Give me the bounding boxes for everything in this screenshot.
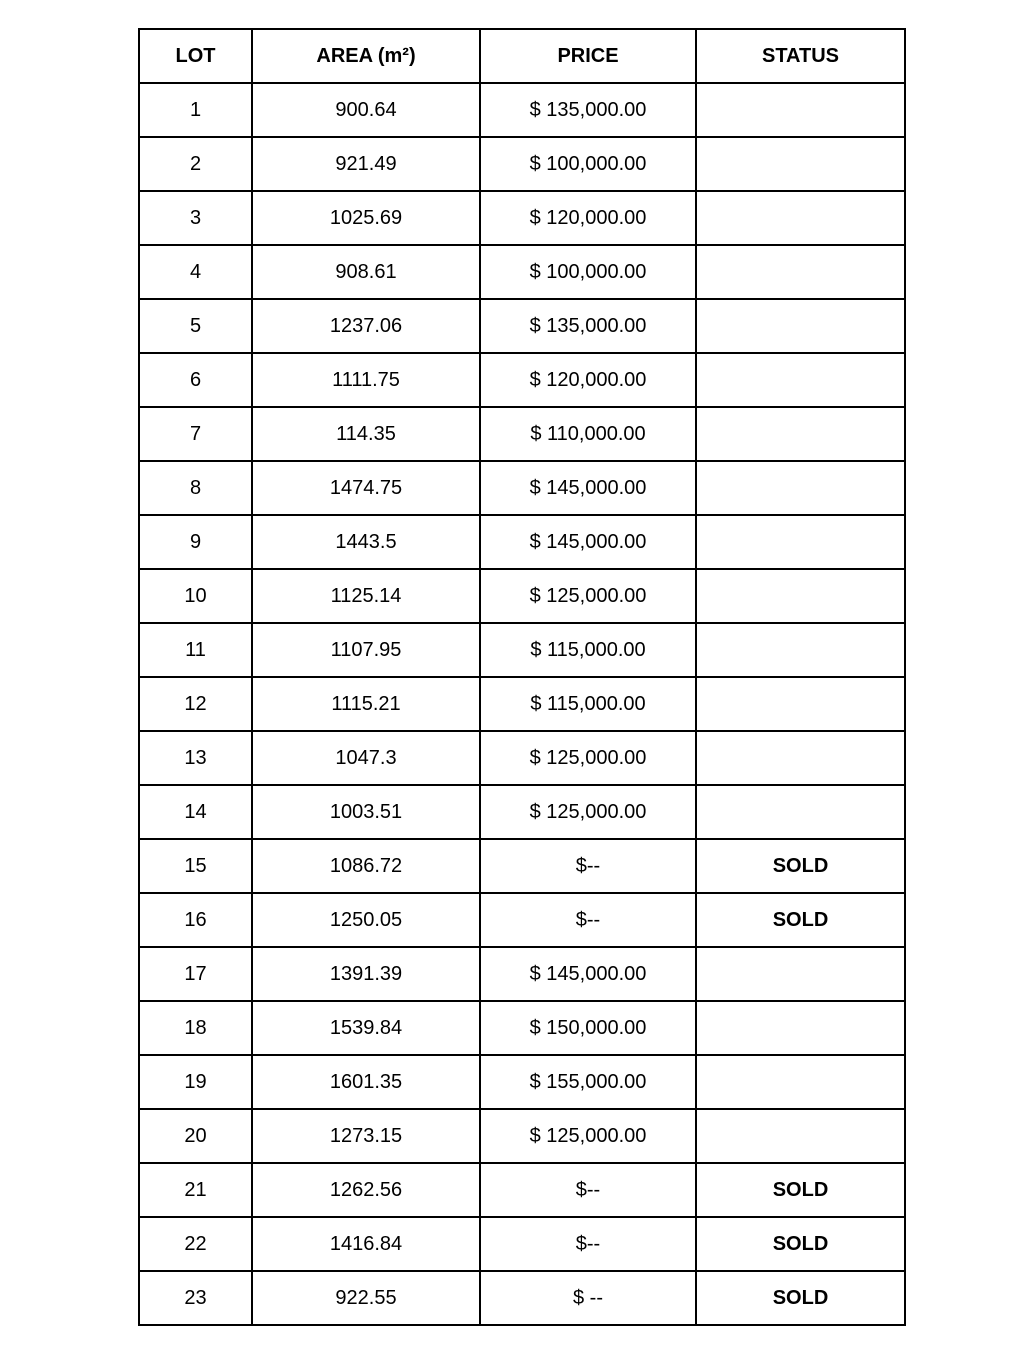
area-cell: 1107.95 xyxy=(252,623,480,677)
table-row xyxy=(139,191,905,245)
price-cell: $-- xyxy=(480,893,696,947)
lot-cell: 2 xyxy=(139,137,252,191)
lot-cell: 19 xyxy=(139,1055,252,1109)
lot-cell: 22 xyxy=(139,1217,252,1271)
status-cell xyxy=(696,191,905,245)
lot-cell: 14 xyxy=(139,785,252,839)
table-row xyxy=(139,515,905,569)
lot-cell: 13 xyxy=(139,731,252,785)
table-row xyxy=(139,785,905,839)
lot-cell: 15 xyxy=(139,839,252,893)
price-cell: $ -- xyxy=(480,1271,696,1325)
status-cell xyxy=(696,731,905,785)
price-cell: $ 125,000.00 xyxy=(480,569,696,623)
table-row xyxy=(139,1055,905,1109)
table-row xyxy=(139,731,905,785)
area-cell: 1003.51 xyxy=(252,785,480,839)
area-cell: 1086.72 xyxy=(252,839,480,893)
price-cell: $ 115,000.00 xyxy=(480,623,696,677)
area-cell: 1250.05 xyxy=(252,893,480,947)
status-cell: SOLD xyxy=(696,1271,905,1325)
status-cell xyxy=(696,245,905,299)
status-cell: SOLD xyxy=(696,1217,905,1271)
price-cell: $ 150,000.00 xyxy=(480,1001,696,1055)
area-cell: 114.35 xyxy=(252,407,480,461)
status-cell xyxy=(696,83,905,137)
area-cell: 1601.35 xyxy=(252,1055,480,1109)
area-cell: 1025.69 xyxy=(252,191,480,245)
price-cell: $ 135,000.00 xyxy=(480,83,696,137)
area-cell: 1539.84 xyxy=(252,1001,480,1055)
area-cell: 1111.75 xyxy=(252,353,480,407)
price-cell: $ 120,000.00 xyxy=(480,191,696,245)
table-row xyxy=(139,245,905,299)
lot-cell: 4 xyxy=(139,245,252,299)
table-row xyxy=(139,839,905,893)
price-cell: $ 100,000.00 xyxy=(480,245,696,299)
price-cell: $ 100,000.00 xyxy=(480,137,696,191)
lot-price-table xyxy=(138,28,906,1326)
area-cell: 1391.39 xyxy=(252,947,480,1001)
status-cell xyxy=(696,569,905,623)
price-cell: $ 115,000.00 xyxy=(480,677,696,731)
status-cell: SOLD xyxy=(696,1163,905,1217)
price-cell: $ 125,000.00 xyxy=(480,1109,696,1163)
price-cell: $ 145,000.00 xyxy=(480,461,696,515)
lot-cell: 8 xyxy=(139,461,252,515)
table-header-row xyxy=(139,29,905,83)
lot-cell: 12 xyxy=(139,677,252,731)
header-cell-area: AREA (m²) xyxy=(252,29,480,83)
status-cell xyxy=(696,461,905,515)
price-cell: $ 145,000.00 xyxy=(480,947,696,1001)
area-cell: 1443.5 xyxy=(252,515,480,569)
header-cell-price: PRICE xyxy=(480,29,696,83)
area-cell: 921.49 xyxy=(252,137,480,191)
table-row xyxy=(139,569,905,623)
price-cell: $ 110,000.00 xyxy=(480,407,696,461)
header-cell-status: STATUS xyxy=(696,29,905,83)
table-row xyxy=(139,677,905,731)
lot-cell: 10 xyxy=(139,569,252,623)
status-cell xyxy=(696,1109,905,1163)
status-cell: SOLD xyxy=(696,839,905,893)
status-cell xyxy=(696,299,905,353)
area-cell: 1273.15 xyxy=(252,1109,480,1163)
lot-cell: 16 xyxy=(139,893,252,947)
status-cell xyxy=(696,137,905,191)
table-row xyxy=(139,1163,905,1217)
area-cell: 1262.56 xyxy=(252,1163,480,1217)
price-cell: $ 145,000.00 xyxy=(480,515,696,569)
table-row xyxy=(139,623,905,677)
area-cell: 922.55 xyxy=(252,1271,480,1325)
status-cell xyxy=(696,407,905,461)
lot-table-body xyxy=(139,83,905,1325)
area-cell: 900.64 xyxy=(252,83,480,137)
status-cell xyxy=(696,785,905,839)
lot-cell: 6 xyxy=(139,353,252,407)
price-cell: $ 135,000.00 xyxy=(480,299,696,353)
status-cell xyxy=(696,623,905,677)
area-cell: 1474.75 xyxy=(252,461,480,515)
status-cell xyxy=(696,353,905,407)
table-row xyxy=(139,83,905,137)
lot-cell: 1 xyxy=(139,83,252,137)
header-cell-lot: LOT xyxy=(139,29,252,83)
table-row xyxy=(139,947,905,1001)
status-cell xyxy=(696,947,905,1001)
price-cell: $-- xyxy=(480,1163,696,1217)
lot-cell: 7 xyxy=(139,407,252,461)
price-cell: $-- xyxy=(480,1217,696,1271)
status-cell xyxy=(696,677,905,731)
lot-cell: 21 xyxy=(139,1163,252,1217)
table-row xyxy=(139,1109,905,1163)
area-cell: 1125.14 xyxy=(252,569,480,623)
table-row xyxy=(139,1217,905,1271)
lot-cell: 17 xyxy=(139,947,252,1001)
lot-cell: 23 xyxy=(139,1271,252,1325)
price-cell: $-- xyxy=(480,839,696,893)
table-row xyxy=(139,1001,905,1055)
lot-cell: 18 xyxy=(139,1001,252,1055)
area-cell: 1047.3 xyxy=(252,731,480,785)
area-cell: 1416.84 xyxy=(252,1217,480,1271)
lot-cell: 20 xyxy=(139,1109,252,1163)
table-row xyxy=(139,1271,905,1325)
status-cell: SOLD xyxy=(696,893,905,947)
area-cell: 1237.06 xyxy=(252,299,480,353)
table-row xyxy=(139,137,905,191)
table-row xyxy=(139,299,905,353)
lot-cell: 3 xyxy=(139,191,252,245)
price-cell: $ 120,000.00 xyxy=(480,353,696,407)
price-cell: $ 125,000.00 xyxy=(480,785,696,839)
table-row xyxy=(139,353,905,407)
lot-cell: 9 xyxy=(139,515,252,569)
table-row xyxy=(139,407,905,461)
price-cell: $ 155,000.00 xyxy=(480,1055,696,1109)
price-cell: $ 125,000.00 xyxy=(480,731,696,785)
status-cell xyxy=(696,1055,905,1109)
lot-cell: 5 xyxy=(139,299,252,353)
table-row xyxy=(139,893,905,947)
area-cell: 1115.21 xyxy=(252,677,480,731)
status-cell xyxy=(696,1001,905,1055)
area-cell: 908.61 xyxy=(252,245,480,299)
lot-cell: 11 xyxy=(139,623,252,677)
status-cell xyxy=(696,515,905,569)
table-row xyxy=(139,461,905,515)
